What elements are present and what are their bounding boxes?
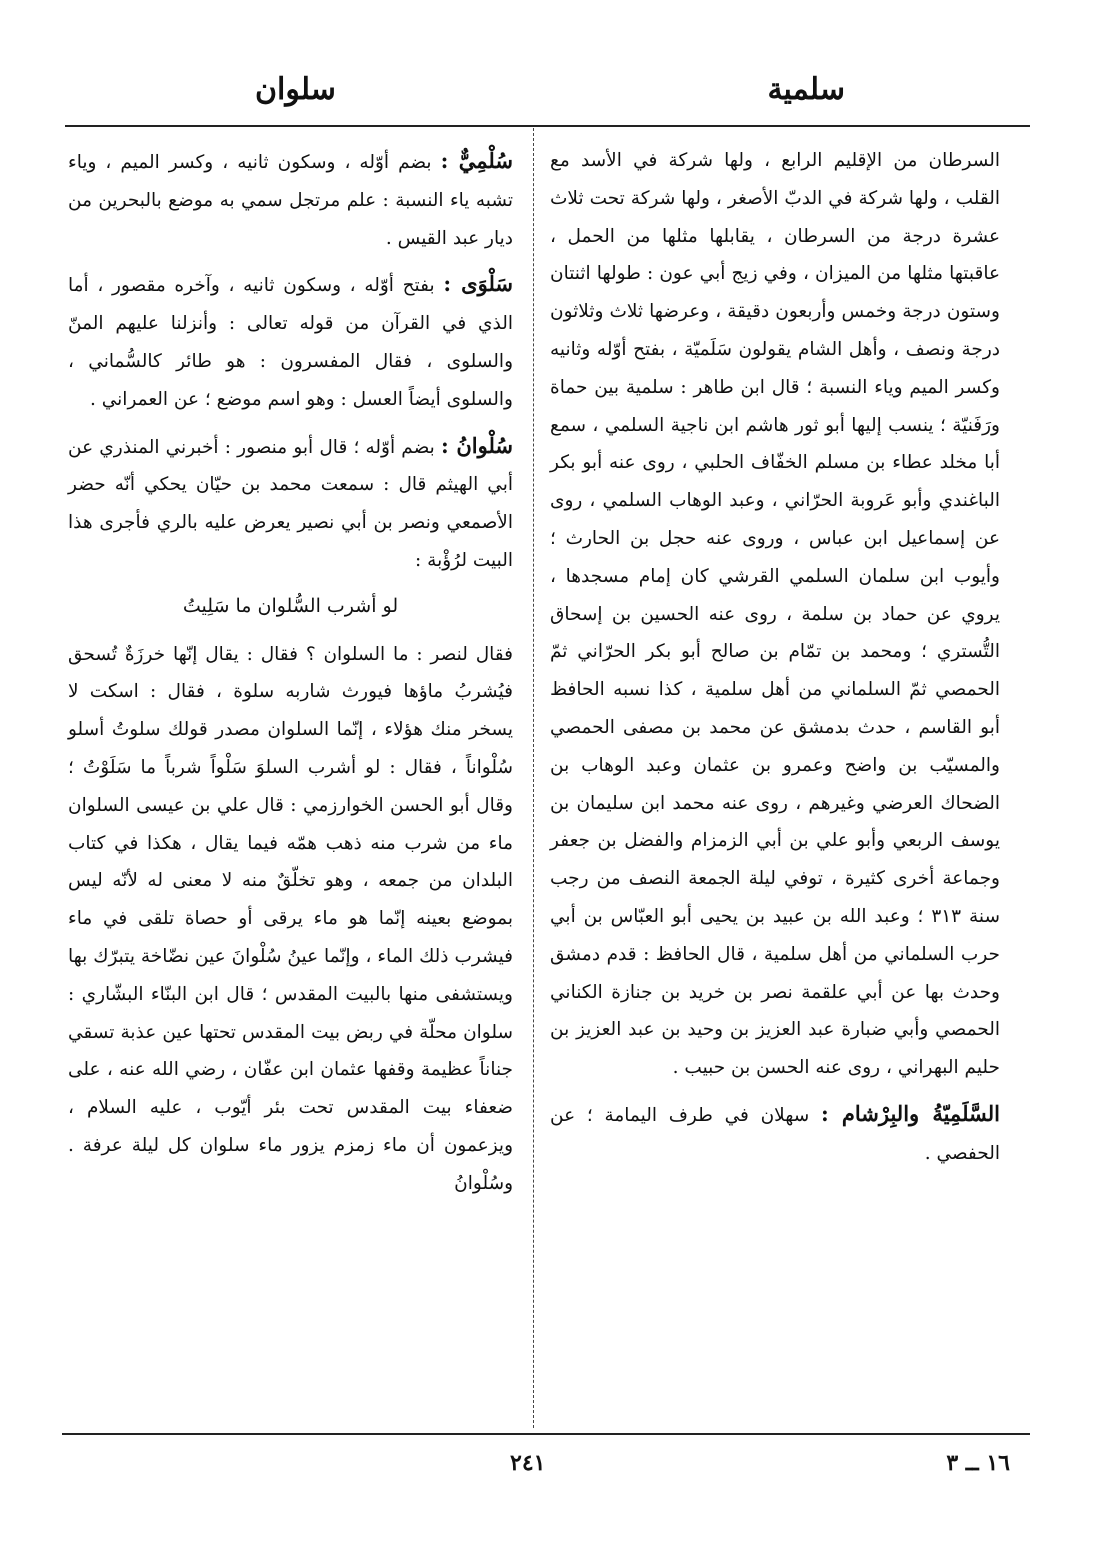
entry-sulwan — [68, 427, 513, 580]
page-number: ٢٤١ — [510, 1450, 546, 1476]
entry-salamiyya-wal-birsham — [550, 1095, 1000, 1173]
footer-rule — [62, 1433, 1030, 1435]
right-column-paragraph: السرطان من الإقليم الرابع ، ولها شركة في الأسد مع القلب ، ولها شركة في الدبّ الأصغر ، ولها شركة تحت ثلاث عشرة درجة من السرطان ، يقابلها مثلها من الحمل ، عاقبتها مثلها من الميزان ، وفي زيج أبي عون : طولها اثنتان وستون درجة وخمس وأربعون دقيقة ، وعرضها ثلاث وثلاثون درجة ونصف ، وأهل الشام يقولون سَلَميّة ، بفتح أوّله وثانيه وكسر الميم وياء النسبة ؛ قال ابن طاهر : سلمية بين حماة ورَفَنيّة ؛ ينسب إليها أبو ثور هاشم ابن ناجية السلمي ، سمع أبا مخلد عطاء بن مسلم الخفّاف الحلبي ، روى عنه أبو بكر الباغندي وأبو عَروبة الحرّاني ، وعبد الوهاب السلمي ، روى عن إسماعيل ابن عباس ، وروى عنه حجل بن الحارث ؛ وأيوب ابن سلمان السلمي القرشي كان إمام مسجدها ، يروي عن حماد بن سلمة ، روى عنه الحسين بن إسحاق التُّستري ؛ ومحمد بن تمّام بن صالح أبو بكر الحرّاني ثمّ الحمصي ثمّ السلماني من أهل سلمية ، كذا نسبه الحافظ أبو القاسم ، حدث بدمشق عن محمد بن مصفى الحمصي والمسيّب بن واضح وعمرو بن عثمان وعبد الوهاب بن الضحاك العرضي وغيرهم ، روى عنه محمد ابن سليمان بن يوسف الربعي وأبو علي بن أبي الزمزام والفضل بن جعفر وجماعة أخرى كثيرة ، توفي ليلة الجمعة النصف من رجب سنة ٣١٣ ؛ وعبد الله بن عبيد بن يحيى أبو العبّاس بن أبي حرب السلماني من أهل سلمية ، قال الحافظ : قدم دمشق وحدث بها عن أبي علقمة نصر بن خريد بن جنازة الكناني الحمصي وأبي ضبارة عبد العزيز بن وحيد بن عبد العزيز بن حليم البهراني ، روى عنه الحسن بن حبيب . — [550, 150, 1000, 1079]
entry-headword: سُلْمِيٌّ : — [440, 148, 513, 173]
entry-text: بضم أوّله ؛ قال أبو منصور : أخبرني المنذري عن أبي الهيثم قال : سمعت محمد بن حيّان يحكي أنّه حضر الأصمعي ونصر بن أبي نصير يعرض عليه بالري فأجرى هذا البيت لرُؤْبة : — [68, 436, 513, 571]
entry-text: سهلان في طرف اليمامة ؛ عن الحفصي . — [550, 1104, 1000, 1164]
column-divider — [533, 128, 534, 1428]
running-head-right: سلمية — [767, 72, 845, 107]
entry-headword: سُلْوانُ : — [440, 432, 513, 458]
entry-headword: سَلْوَى : — [443, 271, 513, 297]
running-head-left: سلوان — [255, 72, 336, 107]
entry-text: بضم أوّله ، وسكون ثانيه ، وكسر الميم ، وياء تشبه ياء النسبة : علم مرتجل سمي به موضع بالبحرين من ديار عبد القيس . — [68, 152, 513, 249]
right-column — [550, 142, 1000, 1181]
left-column — [68, 142, 513, 1211]
poetry-verse: لو أشرب السُّلوان ما سَلِيتُ — [182, 594, 399, 617]
entry-text: بفتح أوّله ، وسكون ثانيه ، وآخره مقصور ، أما الذي في القرآن من قوله تعالى : وأنزلنا عليهم المنّ والسلوى ، فقال المفسرون : هو طائر كالسُّماني ، والسلوى أيضاً العسل : وهو اسم موضع ؛ عن العمراني . — [68, 275, 513, 410]
sheet-signature: ١٦ ــ ٣ — [946, 1450, 1010, 1476]
entry-headword: السَّلَمِيّةُ والبِرْشام : — [820, 1100, 1000, 1126]
header-rule — [65, 125, 1030, 127]
entry-sulwan-continued: فقال لنصر : ما السلوان ؟ فقال : يقال إنّها خرزَةٌ تُسحق فيُشربُ ماؤها فيورث شاربه سلوة ، فقال : اسكت لا يسخر منك هؤلاء ، إنّما السلوان مصدر قولك سلوتُ أسلو سُلْواناً ، فقال : لو أشرب السلوَ سَلْواً شرباً ما سَلَوْتُ ؛ وقال أبو الحسن الخوارزمي : قال علي بن عيسى السلوان ماء من شرب منه ذهب همّه فيما يقال ، هكذا في كتاب البلدان من جمعه ، وهو تخلّقٌ منه لا معنى له لأنّه ليس بموضع بعينه إنّما هو ماء يرقى أو حصاة تلقى في ماء فيشرب ذلك الماء ، وإنّما عينُ سُلْوانَ عين نضّاخة يتبرّك بها ويستشفى منها بالبيت المقدس ؛ قال ابن البنّاء البشّاري : سلوان محلّة في ربض بيت المقدس تحتها عين عذبة تسقي جناناً عظيمة وقفها عثمان ابن عفّان ، رضي الله عنه ، على ضعفاء بيت المقدس تحت بئر أيّوب ، عليه السلام ، ويزعمون أن ماء زمزم يزور ماء سلوان كل ليلة عرفة . وسُلْوانُ — [68, 643, 513, 1194]
entry-salwa — [68, 265, 513, 418]
entry-sulmi — [68, 142, 513, 257]
